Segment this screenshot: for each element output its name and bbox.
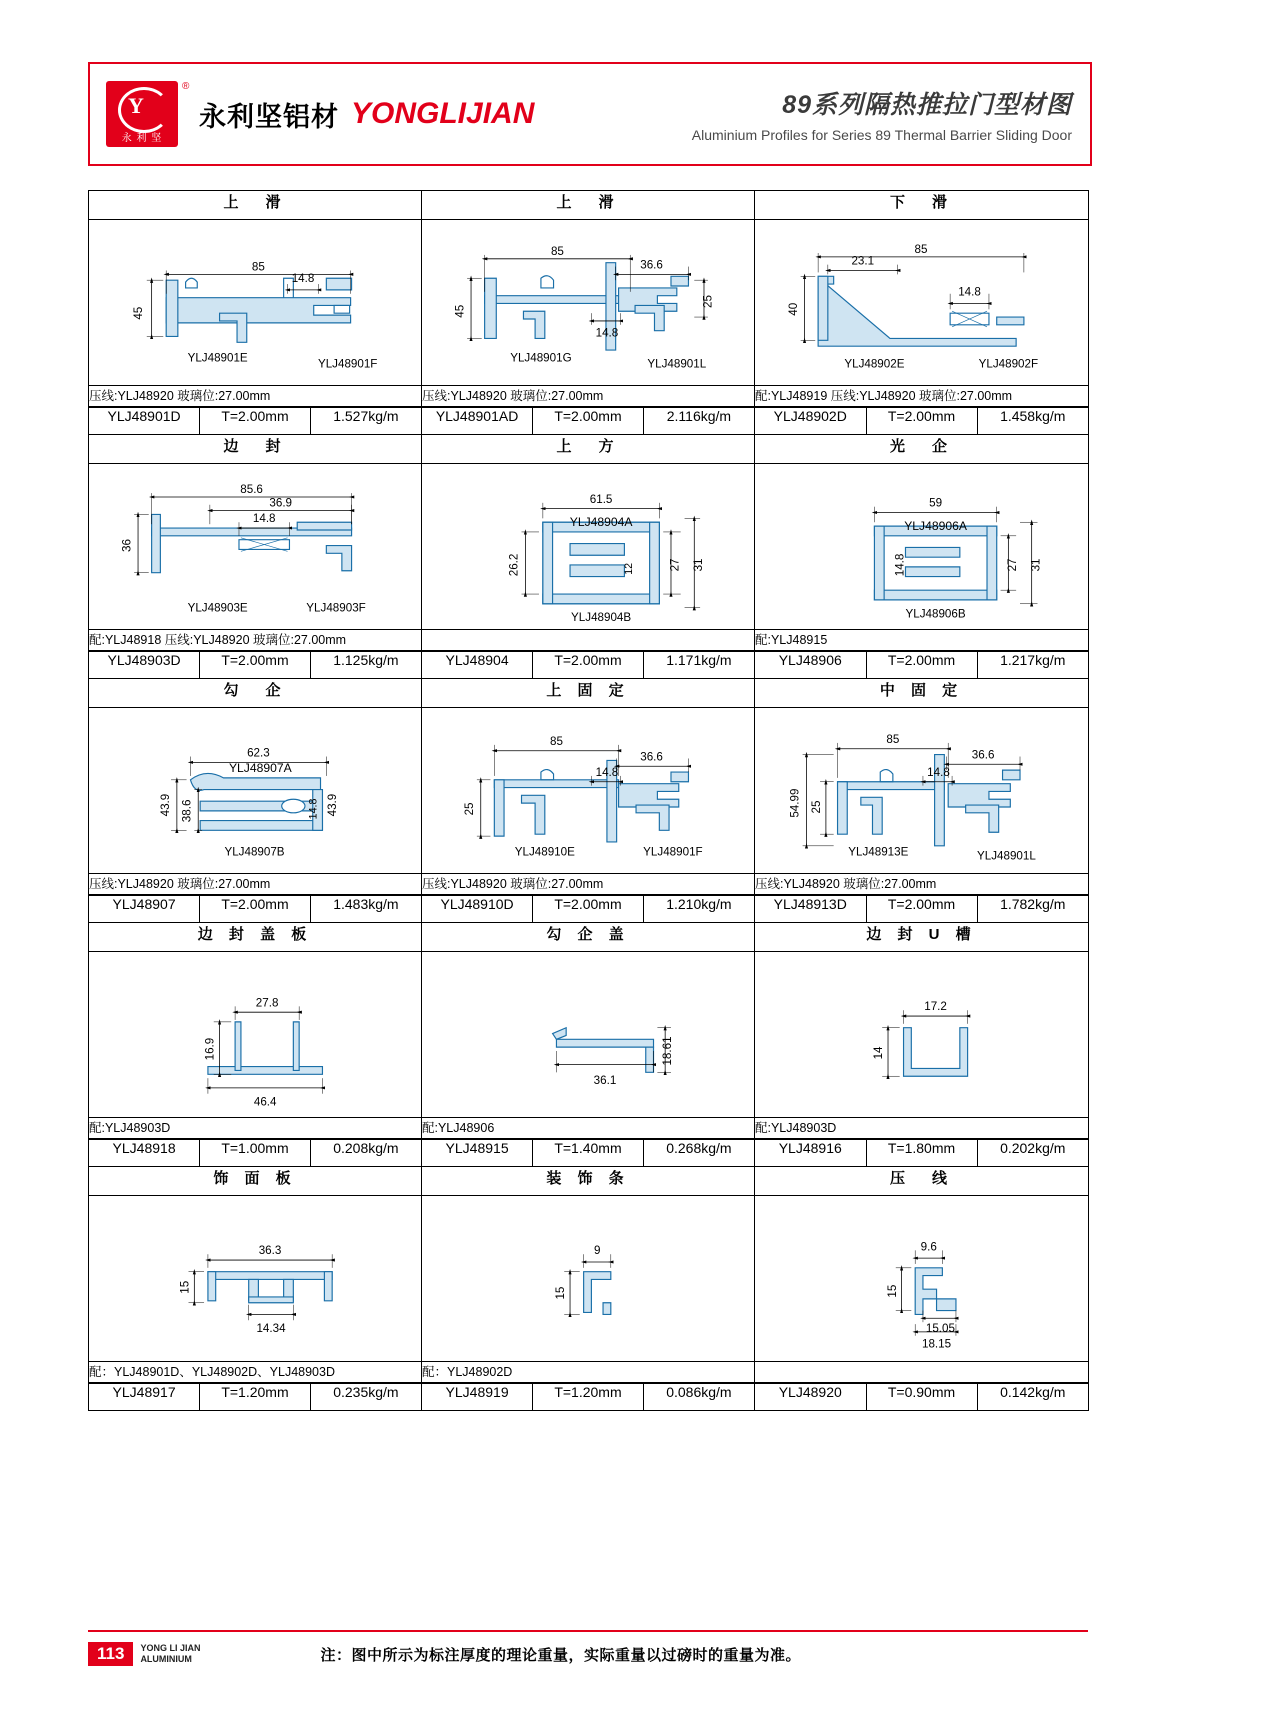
profile-thickness: T=0.90mm: [866, 1384, 977, 1411]
profile-config-note: 配:YLJ48903D: [89, 1118, 422, 1139]
profile-drawing: [422, 464, 755, 630]
logo-caption: 永 利 坚: [121, 133, 163, 144]
profile-code: YLJ48906: [755, 652, 866, 679]
svg-text:14.8: 14.8: [927, 765, 950, 779]
brand-name-en: YONGLIJIAN: [351, 97, 535, 130]
svg-text:17.2: 17.2: [924, 1000, 947, 1014]
profile-grid: [88, 190, 1089, 1411]
category-header: 边 封: [89, 435, 422, 464]
profile-weight: 1.171kg/m: [643, 652, 754, 679]
svg-text:14.8: 14.8: [595, 765, 619, 779]
profile-spec: [422, 1383, 755, 1411]
profile-code: YLJ48901D: [89, 408, 200, 435]
profile-config-note: 配:YLJ48906: [422, 1118, 755, 1139]
svg-text:46.4: 46.4: [253, 1095, 277, 1109]
category-header: 压 线: [755, 1167, 1089, 1196]
profile-config-note: 配:YLJ48915: [755, 630, 1089, 651]
svg-text:43.9: 43.9: [159, 793, 173, 817]
profile-weight: 0.235kg/m: [310, 1384, 421, 1411]
profile-spec: [422, 895, 755, 923]
profile-code: YLJ48915: [422, 1140, 533, 1167]
profile-drawing: [755, 708, 1089, 874]
profile-config-note: [755, 1362, 1089, 1383]
svg-text:YLJ48913E: YLJ48913E: [848, 845, 909, 859]
svg-text:YLJ48907A: YLJ48907A: [228, 761, 292, 776]
svg-text:15: 15: [554, 1286, 568, 1300]
svg-text:YLJ48904B: YLJ48904B: [571, 611, 632, 625]
svg-text:25: 25: [462, 802, 476, 816]
page-title-cn: 89系列隔热推拉门型材图: [782, 91, 1072, 119]
profile-drawing: [422, 708, 755, 874]
svg-text:27: 27: [668, 558, 682, 572]
svg-text:YLJ48906A: YLJ48906A: [904, 519, 967, 533]
page-footer: [88, 1637, 1088, 1671]
svg-text:85: 85: [914, 243, 928, 256]
profile-code: YLJ48918: [89, 1140, 200, 1167]
profile-code: YLJ48901AD: [422, 408, 533, 435]
category-header: 上 滑: [422, 191, 755, 220]
profile-config-note: [422, 630, 755, 651]
profile-weight: 0.208kg/m: [310, 1140, 421, 1167]
profile-code: YLJ48902D: [755, 408, 866, 435]
profile-weight: 0.268kg/m: [643, 1140, 754, 1167]
svg-text:85: 85: [550, 244, 564, 258]
profile-thickness: T=1.20mm: [533, 1384, 644, 1411]
svg-text:YLJ48901F: YLJ48901F: [317, 357, 378, 371]
brand-name-cn: 永利坚铝材: [199, 101, 339, 132]
category-header: 装 饰 条: [422, 1167, 755, 1196]
profile-drawing: [755, 464, 1089, 630]
profile-weight: 1.125kg/m: [310, 652, 421, 679]
svg-text:14.8: 14.8: [252, 512, 276, 526]
svg-text:25: 25: [701, 295, 715, 308]
footer-divider: [88, 1630, 1088, 1632]
svg-text:18.61: 18.61: [660, 1036, 674, 1066]
profile-weight: 2.116kg/m: [643, 408, 754, 435]
profile-weight: 1.483kg/m: [310, 896, 421, 923]
svg-text:14: 14: [872, 1046, 886, 1060]
svg-text:YLJ48902E: YLJ48902E: [844, 357, 905, 371]
svg-text:YLJ48904A: YLJ48904A: [569, 515, 633, 530]
logo-swirl-icon: [118, 87, 170, 133]
profile-weight: 0.202kg/m: [977, 1140, 1088, 1167]
profile-thickness: T=1.20mm: [200, 1384, 311, 1411]
svg-text:14.34: 14.34: [256, 1321, 286, 1335]
profile-drawing: [422, 220, 755, 386]
profile-drawing: [422, 1196, 755, 1362]
logo: [98, 75, 193, 153]
svg-text:14.8: 14.8: [595, 326, 619, 340]
svg-text:YLJ48903F: YLJ48903F: [306, 601, 366, 615]
footer-brand-line1: YONG LI JIAN: [140, 1643, 201, 1653]
profile-drawing: [755, 220, 1089, 386]
svg-text:15: 15: [885, 1284, 899, 1298]
svg-text:59: 59: [929, 496, 943, 510]
profile-thickness: T=2.00mm: [533, 652, 644, 679]
profile-config-note: 压线:YLJ48920 玻璃位:27.00mm: [422, 874, 755, 895]
svg-text:14.8: 14.8: [958, 285, 981, 299]
svg-text:36.3: 36.3: [258, 1244, 282, 1258]
category-header: 上 方: [422, 435, 755, 464]
svg-text:18.15: 18.15: [921, 1337, 952, 1351]
svg-text:45: 45: [453, 304, 467, 318]
svg-text:85: 85: [886, 732, 900, 746]
profile-config-note: 配:YLJ48903D: [755, 1118, 1089, 1139]
profile-spec: [755, 1383, 1089, 1411]
footer-brand: [140, 1643, 200, 1665]
profile-spec: [89, 651, 422, 679]
svg-text:YLJ48901E: YLJ48901E: [187, 351, 248, 365]
svg-text:43.9: 43.9: [326, 793, 340, 817]
svg-text:15.05: 15.05: [925, 1321, 955, 1335]
svg-text:16.9: 16.9: [203, 1037, 217, 1061]
profile-spec: [755, 895, 1089, 923]
svg-text:45: 45: [131, 306, 145, 320]
profile-spec: [755, 1139, 1089, 1167]
svg-text:54.99: 54.99: [788, 788, 802, 818]
svg-text:38.6: 38.6: [180, 799, 194, 823]
svg-text:31: 31: [1029, 558, 1043, 572]
profile-config-note: 压线:YLJ48920 玻璃位:27.00mm: [422, 386, 755, 407]
profile-spec: [422, 651, 755, 679]
profile-spec: [89, 895, 422, 923]
svg-text:YLJ48903E: YLJ48903E: [187, 601, 248, 615]
svg-text:85: 85: [251, 260, 265, 274]
profile-thickness: T=2.00mm: [200, 652, 311, 679]
profile-drawing: [89, 952, 422, 1118]
svg-text:85: 85: [549, 734, 563, 748]
profile-drawing: [89, 220, 422, 386]
category-header: 上 固 定: [422, 679, 755, 708]
profile-config-note: 压线:YLJ48920 玻璃位:27.00mm: [89, 386, 422, 407]
svg-text:14.8: 14.8: [291, 272, 315, 286]
category-header: 勾 企: [89, 679, 422, 708]
profile-thickness: T=2.00mm: [866, 408, 977, 435]
profile-thickness: T=1.80mm: [866, 1140, 977, 1167]
category-header: 饰 面 板: [89, 1167, 422, 1196]
profile-weight: 1.210kg/m: [643, 896, 754, 923]
profile-code: YLJ48917: [89, 1384, 200, 1411]
svg-text:9: 9: [593, 1244, 601, 1258]
profile-config-note: 配:YLJ48918 压线:YLJ48920 玻璃位:27.00mm: [89, 630, 422, 651]
svg-text:27.8: 27.8: [255, 996, 279, 1010]
profile-thickness: T=2.00mm: [200, 896, 311, 923]
profile-drawing: [755, 952, 1089, 1118]
profile-config-note: 压线:YLJ48920 玻璃位:27.00mm: [89, 874, 422, 895]
svg-text:36.9: 36.9: [269, 496, 293, 510]
svg-text:36.6: 36.6: [640, 258, 663, 272]
category-header: 中 固 定: [755, 679, 1089, 708]
profile-spec: [755, 651, 1089, 679]
profile-drawing: [89, 1196, 422, 1362]
profile-spec: [422, 1139, 755, 1167]
profile-config-note: 压线:YLJ48920 玻璃位:27.00mm: [755, 874, 1089, 895]
profile-drawing: [89, 708, 422, 874]
svg-text:26.2: 26.2: [507, 553, 521, 577]
profile-code: YLJ48913D: [755, 896, 866, 923]
profile-thickness: T=2.00mm: [533, 408, 644, 435]
registered-icon: ®: [182, 81, 190, 92]
profile-code: YLJ48903D: [89, 652, 200, 679]
svg-text:YLJ48901G: YLJ48901G: [510, 351, 572, 365]
profile-code: YLJ48907: [89, 896, 200, 923]
profile-weight: 1.782kg/m: [977, 896, 1088, 923]
svg-text:36.1: 36.1: [593, 1074, 617, 1087]
profile-config-note: 配：YLJ48902D: [422, 1362, 755, 1383]
profile-code: YLJ48904: [422, 652, 533, 679]
svg-text:85.6: 85.6: [240, 483, 263, 497]
page-title-en: Aluminium Profiles for Series 89 Thermal Barrier Sliding Door: [691, 127, 1072, 143]
profile-config-note: 配：YLJ48901D、YLJ48902D、YLJ48903D: [89, 1362, 422, 1383]
svg-text:YLJ48901L: YLJ48901L: [647, 357, 707, 371]
svg-text:23.1: 23.1: [851, 254, 875, 268]
svg-text:25: 25: [810, 800, 824, 814]
svg-text:YLJ48902F: YLJ48902F: [978, 357, 1039, 371]
footer-note: 注：图中所示为标注厚度的理论重量，实际重量以过磅时的重量为准。: [320, 1646, 801, 1664]
profile-thickness: T=2.00mm: [533, 896, 644, 923]
profile-thickness: T=1.00mm: [200, 1140, 311, 1167]
profile-code: YLJ48916: [755, 1140, 866, 1167]
profile-thickness: T=2.00mm: [200, 408, 311, 435]
profile-code: YLJ48920: [755, 1384, 866, 1411]
profile-weight: 0.086kg/m: [643, 1384, 754, 1411]
category-header: 边 封 盖 板: [89, 923, 422, 952]
profile-spec: [755, 407, 1089, 435]
svg-text:15: 15: [178, 1280, 192, 1294]
category-header: 光 企: [755, 435, 1089, 464]
svg-text:YLJ48901F: YLJ48901F: [643, 845, 703, 859]
svg-text:36.6: 36.6: [640, 750, 663, 764]
profile-spec: [422, 407, 755, 435]
svg-text:YLJ48901L: YLJ48901L: [977, 849, 1036, 863]
profile-code: YLJ48919: [422, 1384, 533, 1411]
svg-text:36.6: 36.6: [971, 748, 995, 762]
svg-text:9.6: 9.6: [920, 1240, 937, 1254]
page-number: 113: [88, 1642, 133, 1666]
header-title-block: [692, 85, 1072, 143]
svg-text:14.8: 14.8: [893, 553, 907, 577]
profile-spec: [89, 1139, 422, 1167]
svg-text:36: 36: [120, 539, 134, 552]
profile-thickness: T=2.00mm: [866, 896, 977, 923]
profile-drawing: [422, 952, 755, 1118]
svg-text:14.8: 14.8: [307, 798, 320, 820]
profile-config-note: 配:YLJ48919 压线:YLJ48920 玻璃位:27.00mm: [755, 386, 1089, 407]
svg-text:12: 12: [623, 562, 636, 575]
page-header: [88, 62, 1092, 166]
svg-text:61.5: 61.5: [589, 492, 613, 506]
profile-weight: 0.142kg/m: [977, 1384, 1088, 1411]
profile-weight: 1.217kg/m: [977, 652, 1088, 679]
category-header: 边 封 U 槽: [755, 923, 1089, 952]
profile-weight: 1.527kg/m: [310, 408, 421, 435]
profile-spec: [89, 407, 422, 435]
profile-code: YLJ48910D: [422, 896, 533, 923]
footer-brand-line2: ALUMINIUM: [140, 1654, 192, 1664]
svg-text:31: 31: [692, 558, 706, 572]
profile-drawing: [89, 464, 422, 630]
profile-drawing: [755, 1196, 1089, 1362]
svg-text:62.3: 62.3: [247, 746, 270, 760]
svg-text:27: 27: [1006, 558, 1020, 572]
profile-weight: 1.458kg/m: [977, 408, 1088, 435]
logo-mark-letter: Y: [128, 93, 144, 118]
category-header: 下 滑: [755, 191, 1089, 220]
svg-text:YLJ48906B: YLJ48906B: [905, 607, 966, 621]
svg-text:40: 40: [786, 302, 800, 316]
category-header: 上 滑: [89, 191, 422, 220]
profile-spec: [89, 1383, 422, 1411]
category-header: 勾 企 盖: [422, 923, 755, 952]
profile-thickness: T=1.40mm: [533, 1140, 644, 1167]
svg-text:YLJ48910E: YLJ48910E: [514, 845, 575, 859]
svg-text:YLJ48907B: YLJ48907B: [224, 845, 285, 859]
profile-thickness: T=2.00mm: [866, 652, 977, 679]
